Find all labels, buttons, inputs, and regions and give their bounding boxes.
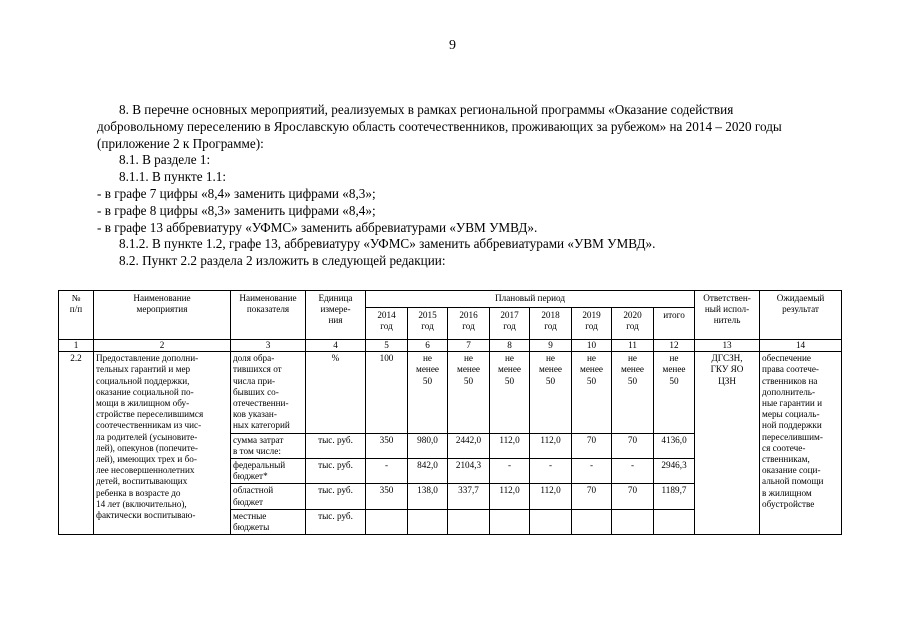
row-value: 112,0 — [490, 433, 530, 458]
intro-paragraph-8-1-1: 8.1.1. В пункте 1.1: — [119, 169, 227, 185]
row-value: 337,7 — [448, 484, 490, 509]
header-num: № п/п — [59, 291, 94, 340]
column-number: 5 — [366, 340, 408, 352]
intro-paragraph-8-1-2: 8.1.2. В пункте 1.2, графе 13, аббревиатуру «УФМС» заменить аббревиатурами «УВМ УМВД». — [119, 236, 656, 252]
row-num: 2.2 — [59, 352, 94, 535]
row-value: 350 — [366, 484, 408, 509]
column-number: 14 — [760, 340, 842, 352]
column-number: 6 — [408, 340, 448, 352]
header-responsible: Ответствен- ный испол- нитель — [695, 291, 760, 340]
row-value: 70 — [572, 433, 612, 458]
row-indicator: сумма затрат в том числе: — [231, 433, 306, 458]
row-indicator: доля обра- тившихся от числа при- бывших со- отечественни- ков указан- ных категорий — [231, 352, 306, 433]
intro-paragraph-8-2: 8.2. Пункт 2.2 раздела 2 изложить в следующей редакции: — [119, 253, 446, 269]
row-value: 842,0 — [408, 459, 448, 484]
header-plan-period: Плановый период — [366, 291, 695, 308]
row-value: - — [612, 459, 654, 484]
column-numbers-row — [59, 340, 842, 352]
column-number: 2 — [94, 340, 231, 352]
row-value: не менее 50 — [530, 352, 572, 433]
row-value: 70 — [612, 484, 654, 509]
header-event: Наименование мероприятия — [94, 291, 231, 340]
row-unit: тыс. руб. — [306, 459, 366, 484]
row-unit: тыс. руб. — [306, 433, 366, 458]
row-value: не менее 50 — [408, 352, 448, 433]
row-value: 1189,7 — [654, 484, 695, 509]
row-value: не менее 50 — [654, 352, 695, 433]
intro-paragraph-8-1: 8.1. В разделе 1: — [119, 152, 211, 168]
column-number: 7 — [448, 340, 490, 352]
intro-text — [97, 102, 817, 270]
intro-item-graph-7: - в графе 7 цифры «8,4» заменить цифрами «8,3»; — [97, 185, 376, 201]
row-value — [572, 509, 612, 534]
row-value: не менее 50 — [612, 352, 654, 433]
row-value: - — [530, 459, 572, 484]
header-year: 2017 год — [490, 308, 530, 340]
intro-item-graph-13: - в графе 13 аббревиатуру «УФМС» заменить аббревиатурами «УВМ УМВД». — [97, 219, 538, 235]
header-total: итого — [654, 308, 695, 340]
row-value: не менее 50 — [490, 352, 530, 433]
header-unit: Единица измере- ния — [306, 291, 366, 340]
row-value: 350 — [366, 433, 408, 458]
column-number: 3 — [231, 340, 306, 352]
row-value: 4136,0 — [654, 433, 695, 458]
row-value: 2442,0 — [448, 433, 490, 458]
row-unit: тыс. руб. — [306, 484, 366, 509]
header-year: 2018 год — [530, 308, 572, 340]
header-year: 2014 год — [366, 308, 408, 340]
row-value — [448, 509, 490, 534]
measures-table — [58, 290, 842, 535]
row-value: 100 — [366, 352, 408, 433]
row-value: 112,0 — [530, 433, 572, 458]
column-number: 12 — [654, 340, 695, 352]
column-number: 11 — [612, 340, 654, 352]
row-indicator: местные бюджеты — [231, 509, 306, 534]
row-value: 112,0 — [530, 484, 572, 509]
column-number: 9 — [530, 340, 572, 352]
row-value: 980,0 — [408, 433, 448, 458]
column-number: 8 — [490, 340, 530, 352]
row-value — [366, 509, 408, 534]
column-number: 13 — [695, 340, 760, 352]
header-result: Ожидаемый результат — [760, 291, 842, 340]
intro-item-graph-8: - в графе 8 цифры «8,3» заменить цифрами «8,4»; — [97, 202, 376, 218]
header-indicator: Наименование показателя — [231, 291, 306, 340]
table-row — [59, 352, 842, 433]
row-unit: тыс. руб. — [306, 509, 366, 534]
row-value: не менее 50 — [448, 352, 490, 433]
row-unit: % — [306, 352, 366, 433]
header-year: 2015 год — [408, 308, 448, 340]
header-year: 2019 год — [572, 308, 612, 340]
row-value: 2946,3 — [654, 459, 695, 484]
row-value: 112,0 — [490, 484, 530, 509]
page-number: 9 — [449, 38, 456, 53]
row-value — [490, 509, 530, 534]
row-value: 70 — [572, 484, 612, 509]
header-year: 2016 год — [448, 308, 490, 340]
row-value: - — [490, 459, 530, 484]
row-value — [530, 509, 572, 534]
table-header-row — [59, 291, 842, 308]
column-number: 1 — [59, 340, 94, 352]
row-indicator: федеральный бюджет* — [231, 459, 306, 484]
column-number: 10 — [572, 340, 612, 352]
row-value — [612, 509, 654, 534]
row-value: - — [366, 459, 408, 484]
row-indicator: областной бюджет — [231, 484, 306, 509]
row-value — [408, 509, 448, 534]
row-event: Предоставление дополни- тельных гарантий и мер социальной поддержки, оказание социальной по- мощи в жилищном обу- стройстве переселившимся соотечественникам из чис- ла родителей (усыновите- лей), опекунов (попечите- лей), имеющих трех и бо- лее несовершеннолетних детей, воспитывающих ребенка в возрасте до 14 лет (включительно), фактически воспитываю- — [94, 352, 231, 535]
row-value: 70 — [612, 433, 654, 458]
row-value: 138,0 — [408, 484, 448, 509]
row-value: не менее 50 — [572, 352, 612, 433]
row-value — [654, 509, 695, 534]
row-value: - — [572, 459, 612, 484]
intro-paragraph-8: 8. В перечне основных мероприятий, реализуемых в рамках региональной программы «Оказание содействия добровольному переселению в Ярославскую область соотечественников, проживающих за рубежом» на 2014 – 2020 годы (приложение 2 к Программе): — [97, 102, 782, 151]
column-number: 4 — [306, 340, 366, 352]
row-value: 2104,3 — [448, 459, 490, 484]
header-year: 2020 год — [612, 308, 654, 340]
row-responsible: ДГСЗН, ГКУ ЯО ЦЗН — [695, 352, 760, 535]
row-result: обеспечение права соотече- ственников на дополнитель- ные гарантии и меры социаль- ной поддержки переселившим- ся соотече- ственникам, оказание соци- альной помощи в жилищном обустройстве — [760, 352, 842, 535]
